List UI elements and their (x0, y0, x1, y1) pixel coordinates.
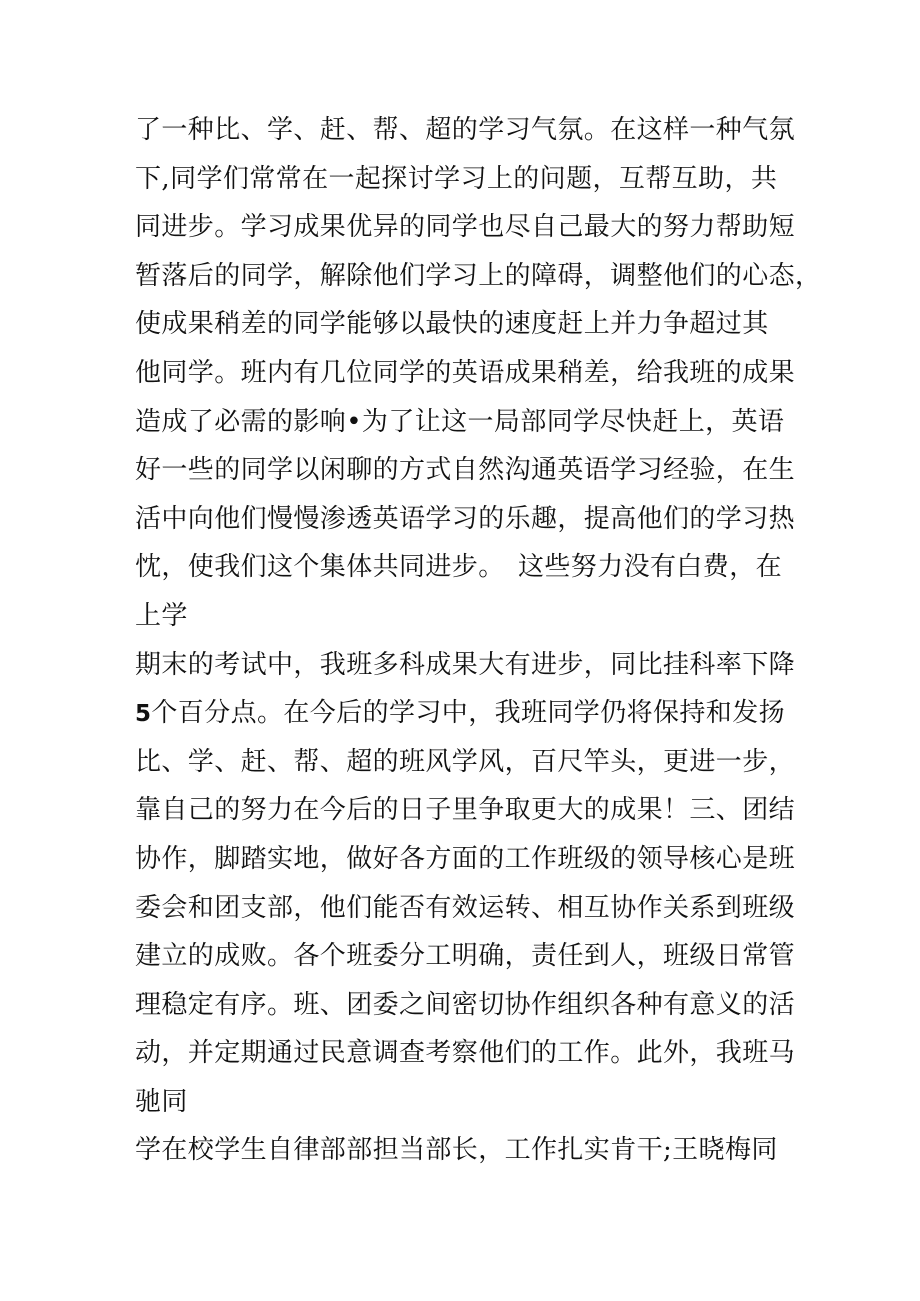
text-line-19: 理稳定有序。班、团委之间密切协作组织各种有意义的活 (135, 989, 796, 1020)
text-line-4: 暂落后的同学，解除他们学习上的障碍，调整他们的心态， (135, 260, 822, 291)
text-line-14: 比、学、赶、帮、超的班风学风，百尺竿头，更进一步， (135, 746, 796, 777)
text-line-10: 忱，使我们这个集体共同进步。 这些努力没有白费，在 (135, 552, 783, 583)
text-line-15: 靠自己的努力在今后的日子里争取更大的成果！三、团结 (135, 795, 796, 826)
text-line-13 (135, 689, 795, 738)
text-line-3: 同进步。学习成果优异的同学也尽自己最大的努力帮助短 (135, 212, 796, 243)
text-line-11: 上学 (135, 600, 188, 631)
text-line-5: 使成果稍差的同学能够以最快的速度赶上并力争超过其 (135, 309, 769, 340)
text-line-13-rest: 个百分点。在今后的学习中，我班同学仍将保持和发扬 (151, 698, 786, 729)
text-line-8: 好一些的同学以闲聊的方式自然沟通英语学习经验，在生 (135, 455, 796, 486)
text-line-12: 期末的考试中，我班多科成果大有进步，同比挂科率下降 (135, 649, 796, 680)
text-line-9: 活中向他们慢慢渗透英语学习的乐趣，提高他们的学习热 (135, 503, 796, 534)
text-line-6: 他同学。班内有几位同学的英语成果稍差，给我班的成果 (135, 357, 796, 388)
body-text (135, 106, 822, 1175)
text-line-17: 委会和团支部，他们能否有效运转、相互协作关系到班级 (135, 892, 796, 923)
text-line-2: 下,同学们常常在一起探讨学习上的问题，互帮互助，共 (135, 163, 778, 194)
text-line-7: 造成了必需的影响•为了让这一局部同学尽快赶上，英语 (135, 406, 785, 437)
text-line-18: 建立的成败。各个班委分工明确，责任到人，班级日常管 (135, 941, 796, 972)
text-line-1: 了一种比、学、赶、帮、超的学习气氛。在这样一种气氛 (135, 115, 796, 145)
text-line-20: 动，并定期通过民意调查考察他们的工作。此外，我班马 (135, 1038, 796, 1069)
text-line-22: 学在校学生自律部部担当部长，工作扎实肯干;王晓梅同 (135, 1135, 778, 1166)
bold-number: 5 (135, 701, 152, 728)
text-line-21: 驰同 (135, 1086, 188, 1117)
text-line-16: 协作，脚踏实地，做好各方面的工作班级的领导核心是班 (135, 843, 796, 874)
